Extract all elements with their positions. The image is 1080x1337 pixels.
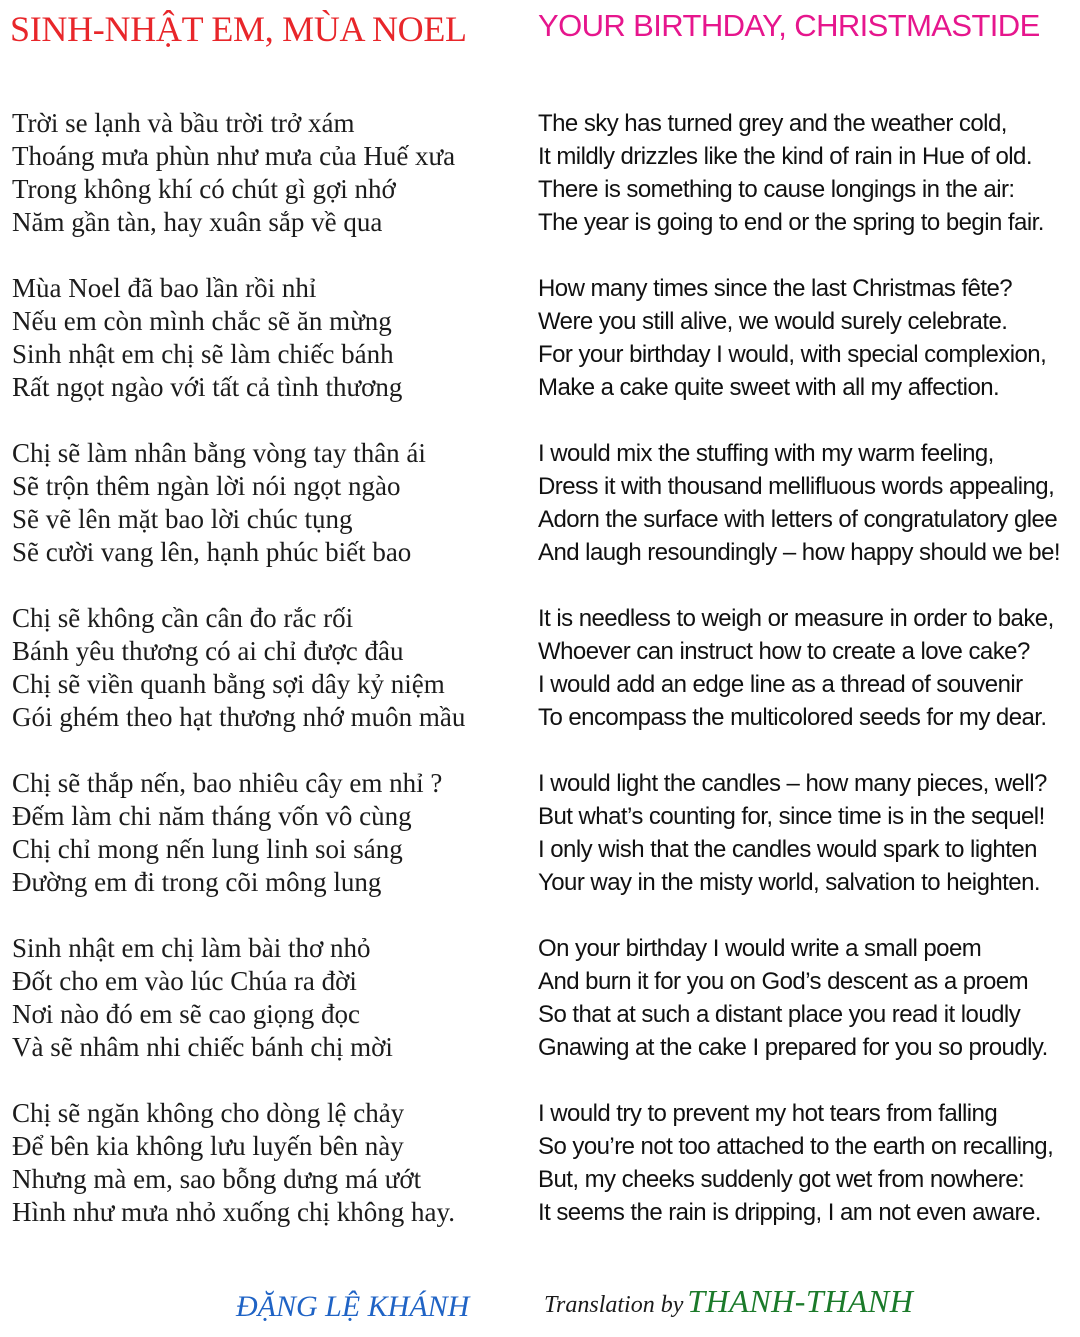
en-line: I would try to prevent my hot tears from falling — [538, 1100, 998, 1127]
en-stanza-4 — [538, 602, 1078, 734]
en-stanza-3 — [538, 437, 1078, 569]
en-line: I would add an edge line as a thread of souvenir — [538, 671, 1023, 698]
translation-credit — [544, 1283, 913, 1320]
en-line: Your way in the misty world, salvation to heighten. — [538, 869, 1041, 896]
en-line: Make a cake quite sweet with all my affection. — [538, 374, 1000, 401]
en-line: The sky has turned grey and the weather cold, — [538, 110, 1007, 137]
vi-line: Sinh nhật em chị sẽ làm chiếc bánh — [12, 339, 394, 369]
en-line: The year is going to end or the spring to begin fair. — [538, 209, 1044, 236]
vi-line: Sẽ trộn thêm ngàn lời nói ngọt ngào — [12, 471, 401, 501]
en-line: I would light the candles – how many pieces, well? — [538, 770, 1047, 797]
vi-line: Bánh yêu thương có ai chỉ được đâu — [12, 636, 404, 666]
vi-line: Sinh nhật em chị làm bài thơ nhỏ — [12, 933, 371, 963]
en-line: For your birthday I would, with special complexion, — [538, 341, 1047, 368]
vi-line: Chị chỉ mong nến lung linh soi sáng — [12, 834, 403, 864]
vi-stanza-5 — [12, 767, 512, 899]
en-line: But, my cheeks suddenly got wet from nowhere: — [538, 1166, 1025, 1193]
vi-stanza-4 — [12, 602, 512, 734]
vi-line: Nhưng mà em, sao bỗng dưng má ướt — [12, 1164, 422, 1194]
vi-stanza-7 — [12, 1097, 512, 1229]
vi-line: Thoáng mưa phùn như mưa của Huế xưa — [12, 141, 456, 171]
vi-line: Nơi nào đó em sẽ cao giọng đọc — [12, 999, 360, 1029]
en-line: Whoever can instruct how to create a love cake? — [538, 638, 1030, 665]
en-line: There is something to cause longings in the air: — [538, 176, 1015, 203]
vi-line: Trời se lạnh và bầu trời trở xám — [12, 108, 355, 138]
poem-title-english: YOUR BIRTHDAY, CHRISTMASTIDE — [538, 8, 1040, 43]
vi-line: Trong không khí có chút gì gợi nhớ — [12, 174, 396, 204]
en-stanza-6 — [538, 932, 1078, 1064]
en-line: So you’re not too attached to the earth on recalling, — [538, 1133, 1054, 1160]
vi-stanza-2 — [12, 272, 512, 404]
vi-line: Chị sẽ thắp nến, bao nhiêu cây em nhỉ ? — [12, 768, 443, 798]
vi-line: Đếm làm chi năm tháng vốn vô cùng — [12, 801, 412, 831]
vi-stanza-6 — [12, 932, 512, 1064]
vi-line: Chị sẽ viền quanh bằng sợi dây kỷ niệm — [12, 669, 445, 699]
vi-line: Năm gần tàn, hay xuân sắp về qua — [12, 207, 383, 237]
author-name: ĐẶNG LỆ KHÁNH — [236, 1290, 470, 1323]
vi-line: Đường em đi trong cõi mông lung — [12, 867, 382, 897]
en-line: It is needless to weigh or measure in order to bake, — [538, 605, 1054, 632]
vi-line: Sẽ cười vang lên, hạnh phúc biết bao — [12, 537, 412, 567]
translator-name: THANH-THANH — [687, 1283, 914, 1319]
en-stanza-5 — [538, 767, 1078, 899]
vi-line: Mùa Noel đã bao lần rồi nhỉ — [12, 273, 317, 303]
en-line: Gnawing at the cake I prepared for you so proudly. — [538, 1034, 1048, 1061]
en-line: It mildly drizzles like the kind of rain in Hue of old. — [538, 143, 1032, 170]
en-line: Were you still alive, we would surely celebrate. — [538, 308, 1008, 335]
en-line: Dress it with thousand mellifluous words appealing, — [538, 473, 1055, 500]
vi-line: Rất ngọt ngào với tất cả tình thương — [12, 372, 403, 402]
vi-line: Chị sẽ làm nhân bằng vòng tay thân ái — [12, 438, 426, 468]
vi-line: Chị sẽ ngăn không cho dòng lệ chảy — [12, 1098, 405, 1128]
en-stanza-7 — [538, 1097, 1078, 1229]
poem-title-vietnamese: SINH-NHẬT EM, MÙA NOEL — [10, 9, 467, 49]
en-stanza-2 — [538, 272, 1078, 404]
en-line: But what’s counting for, since time is in the sequel! — [538, 803, 1045, 830]
en-line: So that at such a distant place you read it loudly — [538, 1001, 1021, 1028]
vi-line: Chị sẽ không cần cân đo rắc rối — [12, 603, 354, 633]
en-line: And laugh resoundingly – how happy should we be! — [538, 539, 1060, 566]
en-line: On your birthday I would write a small poem — [538, 935, 982, 962]
en-line: Adorn the surface with letters of congratulatory glee — [538, 506, 1058, 533]
translation-label: Translation by — [544, 1292, 684, 1318]
vi-line: Và sẽ nhâm nhi chiếc bánh chị mời — [12, 1032, 393, 1062]
vi-line: Gói ghém theo hạt thương nhớ muôn mầu — [12, 702, 466, 732]
vi-stanza-3 — [12, 437, 512, 569]
vi-line: Nếu em còn mình chắc sẽ ăn mừng — [12, 306, 392, 336]
vi-line: Sẽ vẽ lên mặt bao lời chúc tụng — [12, 504, 353, 534]
vi-line: Hình như mưa nhỏ xuống chị không hay. — [12, 1197, 455, 1227]
vi-line: Để bên kia không lưu luyến bên này — [12, 1131, 404, 1161]
en-line: And burn it for you on God’s descent as a proem — [538, 968, 1029, 995]
vi-line: Đốt cho em vào lúc Chúa ra đời — [12, 966, 357, 996]
en-stanza-1 — [538, 107, 1078, 239]
en-line: To encompass the multicolored seeds for my dear. — [538, 704, 1047, 731]
en-line: It seems the rain is dripping, I am not even aware. — [538, 1199, 1041, 1226]
en-line: I only wish that the candles would spark to lighten — [538, 836, 1037, 863]
en-line: I would mix the stuffing with my warm feeling, — [538, 440, 994, 467]
vi-stanza-1 — [12, 107, 512, 239]
en-line: How many times since the last Christmas fête? — [538, 275, 1013, 302]
